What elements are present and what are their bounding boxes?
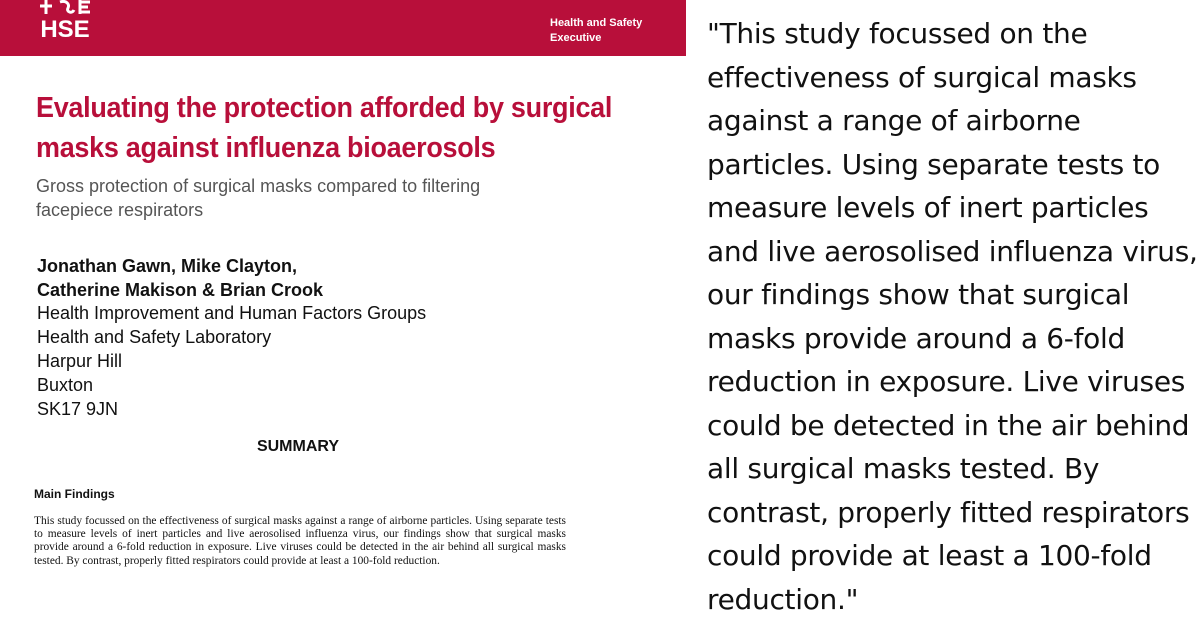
quote-text: "This study focussed on the effectiveness of surgical masks against a range of airborne particles. Using separate tests to measure levels of inert particles and live aerosolised influenza virus, our findings show that surgical masks provide around a 6-fold reduction in exposure. Live viruses could be detected in the air behind all surgical masks tested. By contrast, properly fitted respirators could provide at least a 100-fold reduction.": [707, 17, 1198, 616]
hse-banner: [0, 0, 686, 56]
organization-name-line: Health and Safety: [550, 17, 643, 29]
address-line: Health Improvement and Human Factors Groups: [37, 303, 427, 323]
organization-name-line: Executive: [550, 32, 602, 44]
report-title: Evaluating the protection afforded by surgical masks against influenza bioaerosols: [36, 92, 613, 164]
authors-line: Jonathan Gawn, Mike Clayton,: [37, 256, 298, 276]
report-subtitle: Gross protection of surgical masks compared to filtering facepiece respirators: [36, 176, 481, 220]
address-line: Buxton: [37, 375, 94, 395]
hse-logo-mark-icon: [38, 0, 92, 14]
authors-line: Catherine Makison & Brian Crook: [37, 280, 324, 300]
organization-name: [550, 16, 670, 46]
address-line: SK17 9JN: [37, 399, 119, 419]
hse-logo: [32, 0, 98, 48]
address-line: Health and Safety Laboratory: [37, 327, 272, 347]
hse-logo-text: HSE: [40, 16, 90, 43]
main-findings-text: This study focussed on the effectiveness of surgical masks against a range of airborne particles. Using separate tests to measure levels of inert particles and live aerosolised influenza virus, our findings show that surgical masks provide around a 6-fold reduction in exposure. Live viruses could be detected in the air behind all surgical masks tested. By contrast, properly fitted respirators could provide at least a 100-fold reduction.: [34, 515, 566, 567]
main-findings-heading: Main Findings: [34, 487, 115, 501]
address-line: Harpur Hill: [37, 351, 123, 371]
author-address: [37, 301, 557, 421]
authors: [37, 254, 557, 302]
summary-heading: SUMMARY: [256, 438, 340, 455]
